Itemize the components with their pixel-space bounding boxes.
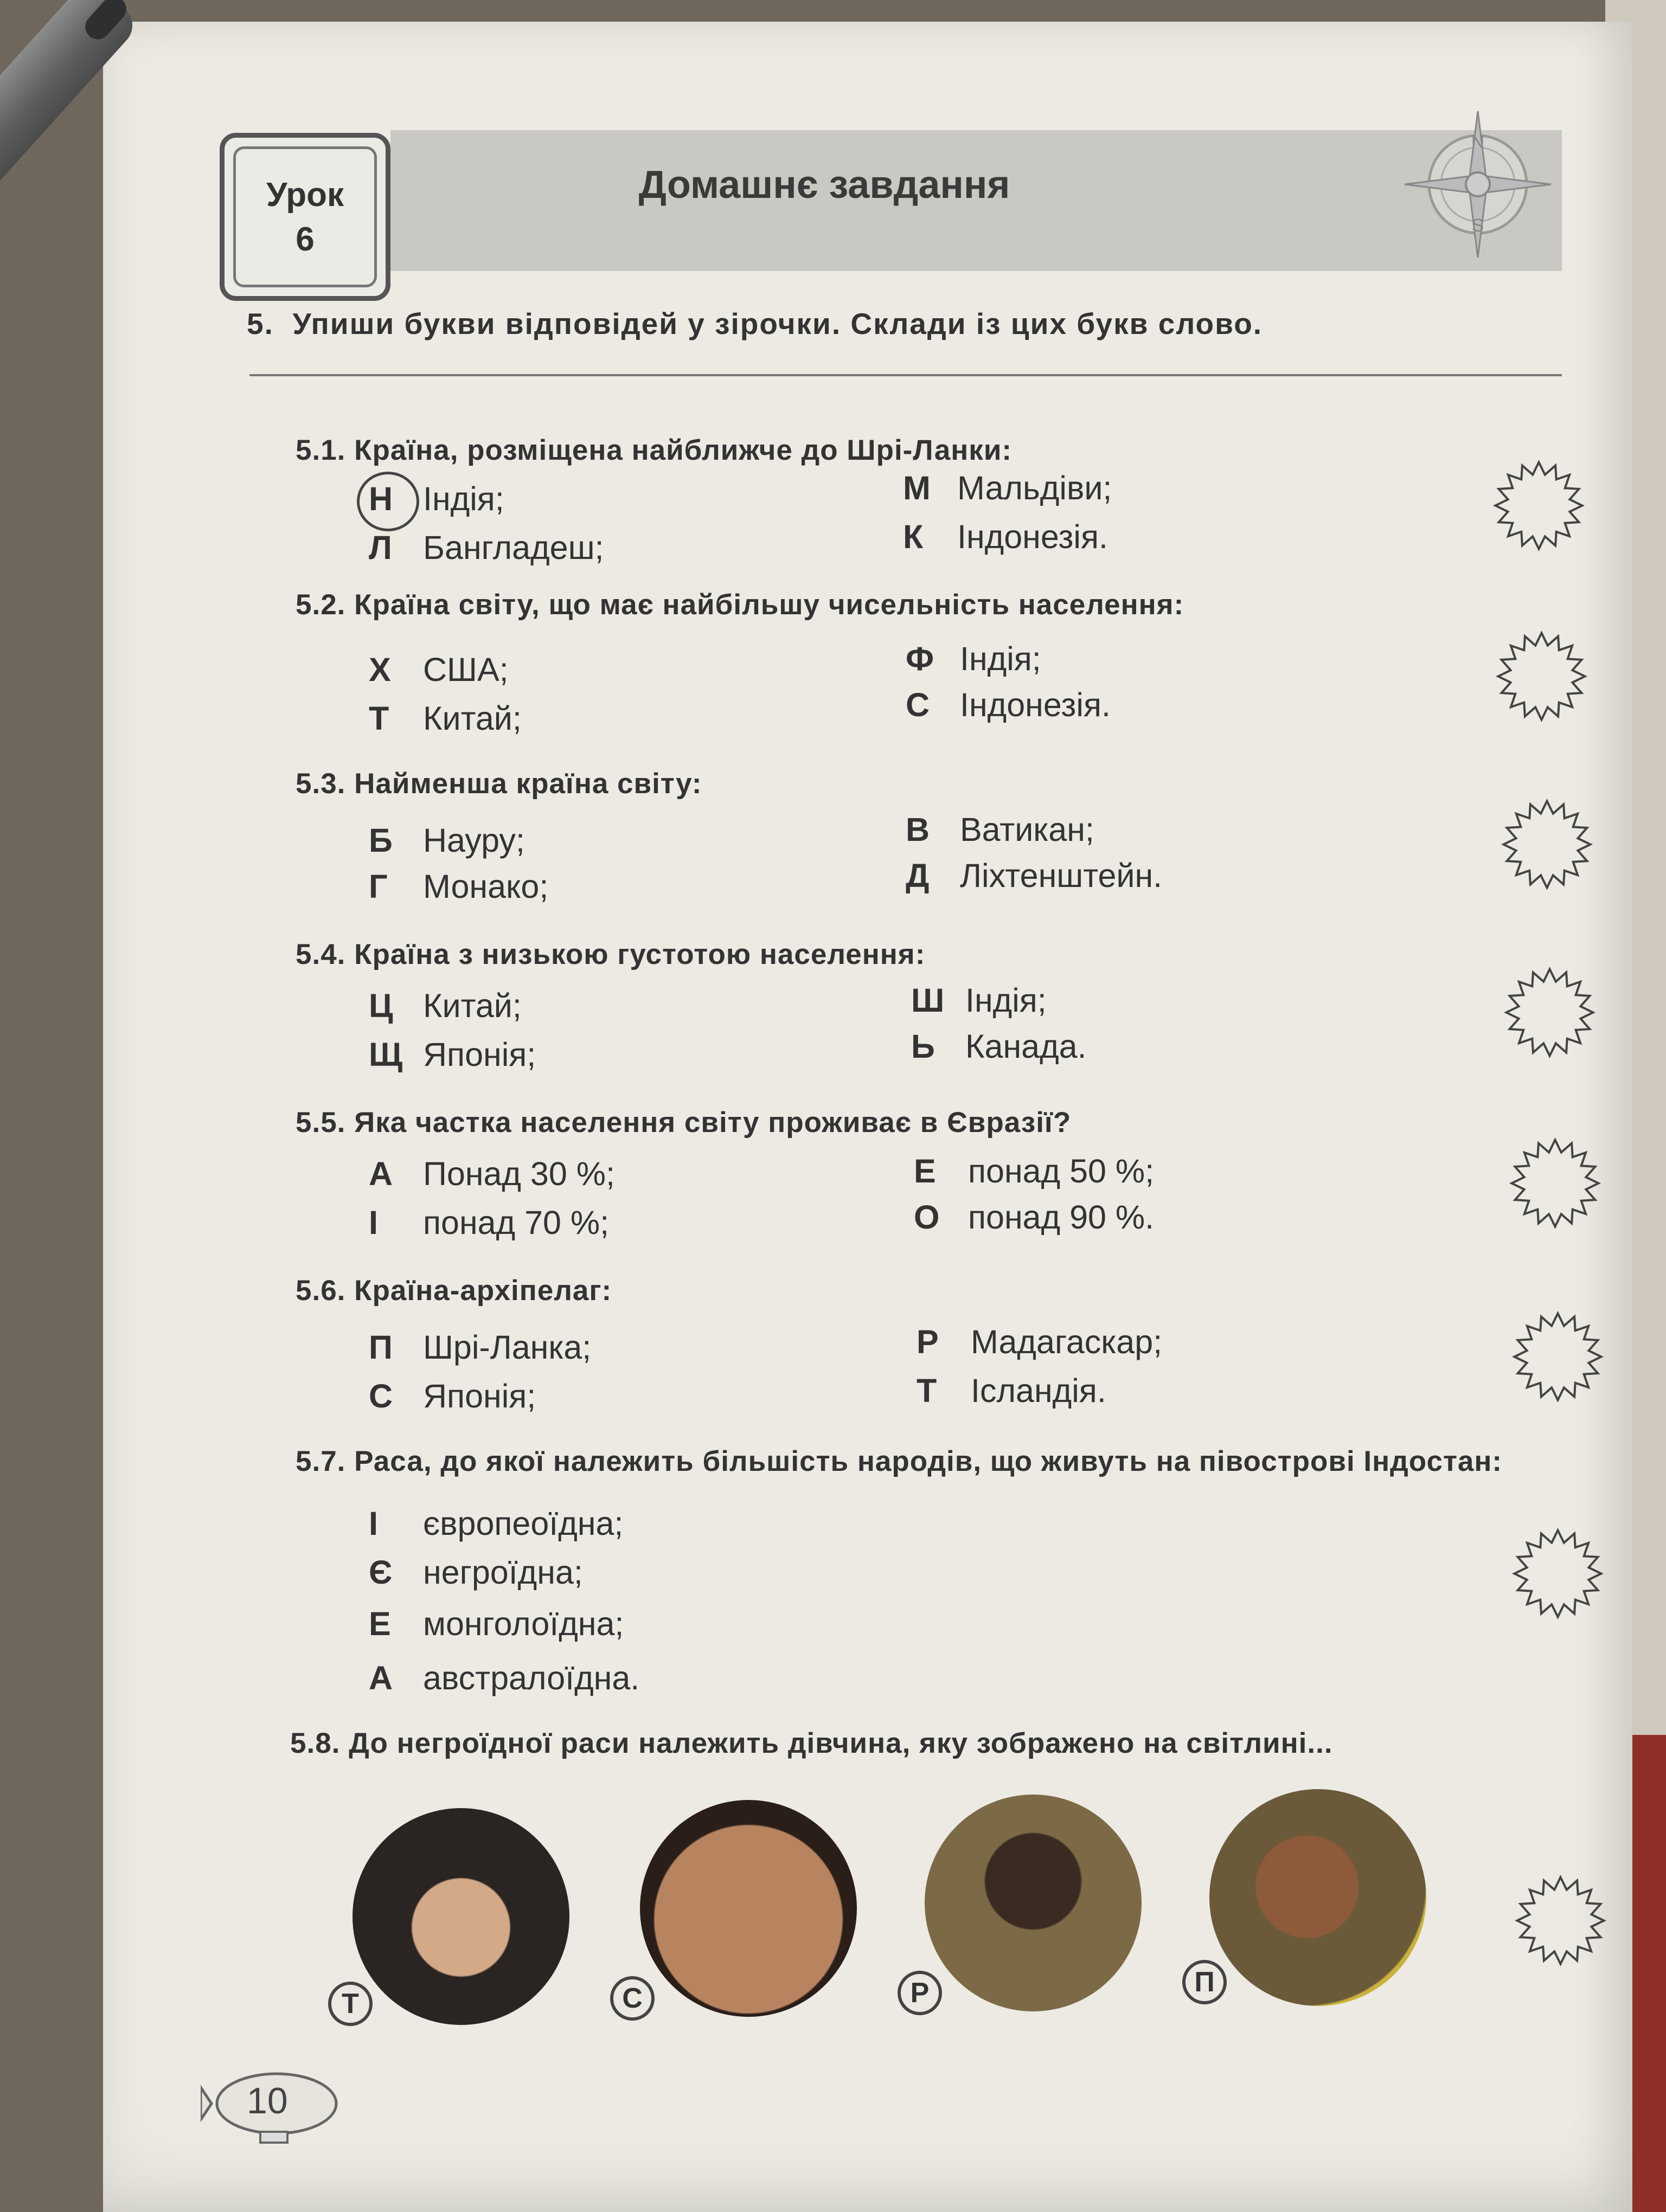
option: Б Науру; [369, 822, 525, 859]
option: В Ватикан; [906, 811, 1094, 848]
question-5-4: 5.4. Країна з низькою густотою населення: [296, 938, 926, 970]
option: Ц Китай; [369, 987, 522, 1024]
question-5-3: 5.3. Найменша країна світу: [296, 768, 702, 800]
photo-label: С [610, 1976, 655, 2021]
option: О понад 90 %. [914, 1199, 1155, 1236]
question-5-5: 5.5. Яка частка населення світу проживає в Євразії? [296, 1107, 1072, 1139]
option: Е понад 50 %; [914, 1153, 1155, 1189]
option: Т Ісландія. [917, 1372, 1106, 1409]
question-5-1: 5.1. Країна, розміщена найближче до Шрі-Ланки: [296, 434, 1013, 466]
question-5-6: 5.6. Країна-архіпелаг: [296, 1275, 612, 1307]
option: Л Бангладеш; [369, 529, 604, 566]
option: Х США; [369, 651, 509, 688]
compass-letter-s: S [1471, 215, 1484, 236]
answer-star-icon[interactable] [1510, 1526, 1605, 1621]
option: Ф Індія; [906, 640, 1041, 677]
option: К Індонезія. [903, 518, 1108, 555]
option: Г Монако; [369, 868, 549, 905]
option: І понад 70 %; [369, 1204, 610, 1241]
option: А Понад 30 %; [369, 1155, 615, 1192]
option: Ь Канада. [911, 1028, 1087, 1065]
photo-label: Т [328, 1982, 373, 2026]
answer-star-icon[interactable] [1502, 965, 1597, 1060]
question-5-2: 5.2. Країна світу, що має найбільшу чисельність населення: [296, 589, 1184, 621]
option: Н Індія; [369, 480, 504, 517]
page-number-badge [201, 2066, 347, 2147]
answer-star-icon[interactable] [1500, 797, 1594, 892]
divider [249, 374, 1562, 376]
answer-star-icon[interactable] [1508, 1136, 1603, 1231]
question-5-8: 5.8. До негроїдної раси належить дівчина, яку зображено на світлині... [290, 1727, 1333, 1759]
answer-star-icon[interactable] [1510, 1309, 1605, 1404]
page-title: Домашнє завдання [638, 163, 1010, 207]
compass-letter-n: N [1471, 132, 1485, 152]
option: А австралоїдна. [369, 1660, 640, 1696]
lesson-word: Урок [266, 176, 344, 214]
option: М Мальдіви; [903, 470, 1112, 506]
option: Т Китай; [369, 700, 522, 737]
option: Е монголоїдна; [369, 1605, 624, 1642]
task-text: Упиши букви відповідей у зірочки. Склади із цих букв слово. [292, 307, 1263, 340]
question-5-7: 5.7. Раса, до якої належить більшість народів, що живуть на півострові Індостан: [296, 1445, 1503, 1477]
photo-girl-1 [353, 1808, 569, 2025]
option: Р Мадагаскар; [917, 1323, 1163, 1360]
option: С Японія; [369, 1378, 536, 1414]
photo-label: П [1182, 1960, 1227, 2004]
answer-star-icon[interactable] [1494, 629, 1589, 724]
photo-girl-2 [640, 1800, 857, 2017]
option: Є негроїдна; [369, 1554, 583, 1591]
compass-icon [1399, 106, 1556, 263]
photo-girl-4 [1209, 1789, 1426, 2006]
option: Щ Японія; [369, 1036, 536, 1073]
answer-star-icon[interactable] [1513, 1873, 1608, 1968]
page-number: 10 [247, 2080, 288, 2121]
task-number: 5. [247, 307, 274, 340]
option: С Індонезія. [906, 686, 1111, 723]
option: Д Ліхтенштейн. [906, 857, 1163, 894]
option: Ш Індія; [911, 982, 1047, 1019]
option: І європеоїдна; [369, 1505, 624, 1542]
option: П Шрі-Ланка; [369, 1329, 592, 1366]
photo-label: Р [898, 1971, 942, 2015]
lesson-badge [220, 133, 390, 301]
photo-girl-3 [925, 1795, 1142, 2011]
lesson-number: 6 [296, 221, 315, 258]
answer-star-icon[interactable] [1491, 458, 1586, 553]
task-instruction [247, 306, 1263, 341]
